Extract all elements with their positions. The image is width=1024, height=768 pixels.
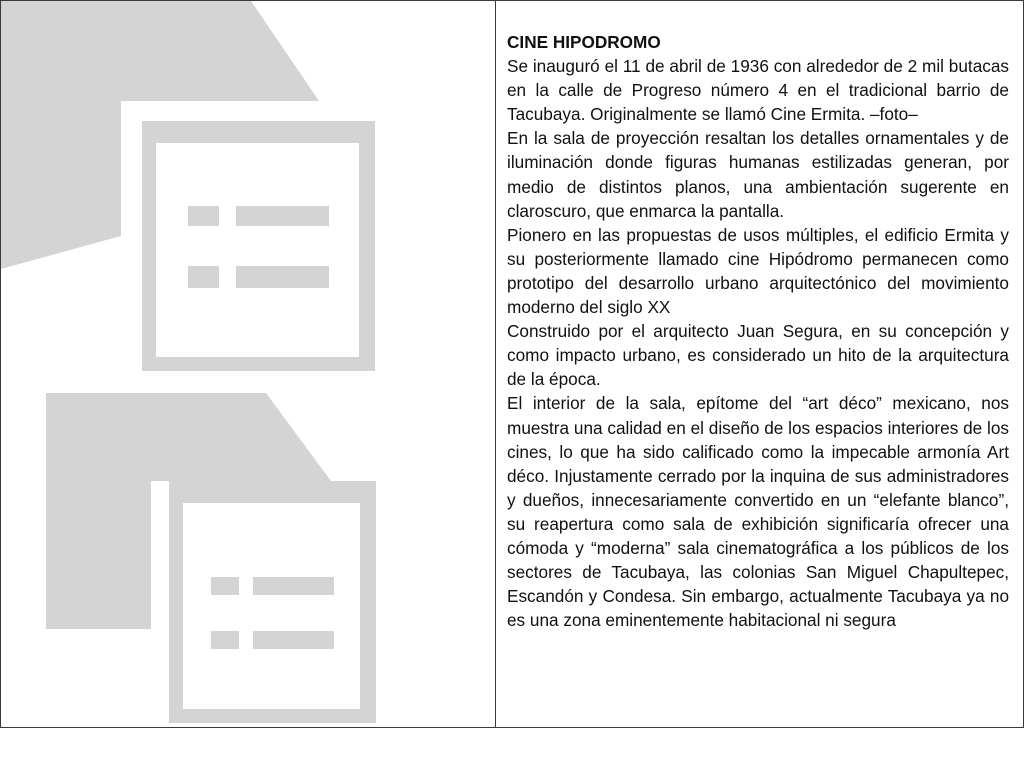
document-title: CINE HIPODROMO <box>507 32 661 52</box>
chevron-list-document-icon <box>46 393 376 723</box>
paragraph-pioneer: Pionero en las propuestas de usos múltiples, el edificio Ermita y su posteriormente llamado cine Hipódromo permanecen como prototipo del desarrollo urbano arquitectónico del movimiento moderno del siglo XX <box>507 224 1009 318</box>
paragraph-architect: Construido por el arquitecto Juan Segura, en su concepción y como impacto urbano, es considerado un hito de la arquitectura de la época. <box>507 321 1009 390</box>
image-cell <box>1 1 496 727</box>
paragraph-interior: El interior de la sala, epítome del “art déco” mexicano, nos muestra una calidad en el diseño de los espacios interiores de los cines, lo que ha sido calificado como la impecable armonía Art déco. Injustamente cerrado por la inquina de sus administradores y dueños, innecesariamente convertido en un “elefante blanco”, su reapertura como sala de exhibición significaría ofrecer una cómoda y “moderna” sala cinematográfica a los públicos de los sectores de Tacubaya, las colonias San Miguel Chapultepec, Escandón y Condesa. Sin embargo, actualmente Tacubaya ya no es una zona eminentemente habitacional ni segura <box>507 393 1009 631</box>
paragraph-inauguration: Se inauguró el 11 de abril de 1936 con alrededor de 2 mil butacas en la calle de Progreso número 4 en el tradicional barrio de Tacubaya. Originalmente se llamó Cine Ermita. –foto– <box>507 56 1009 125</box>
article-text <box>507 30 1009 632</box>
decorative-graphic <box>1 1 495 727</box>
paragraph-projection-room: En la sala de proyección resaltan los detalles ornamentales y de iluminación donde figuras humanas estilizadas generan, por medio de distintos planos, una ambientación sugerente en claroscuro, que enmarca la pantalla. <box>507 128 1009 221</box>
chevron-list-document-icon <box>1 1 375 371</box>
text-cell <box>496 1 1023 727</box>
